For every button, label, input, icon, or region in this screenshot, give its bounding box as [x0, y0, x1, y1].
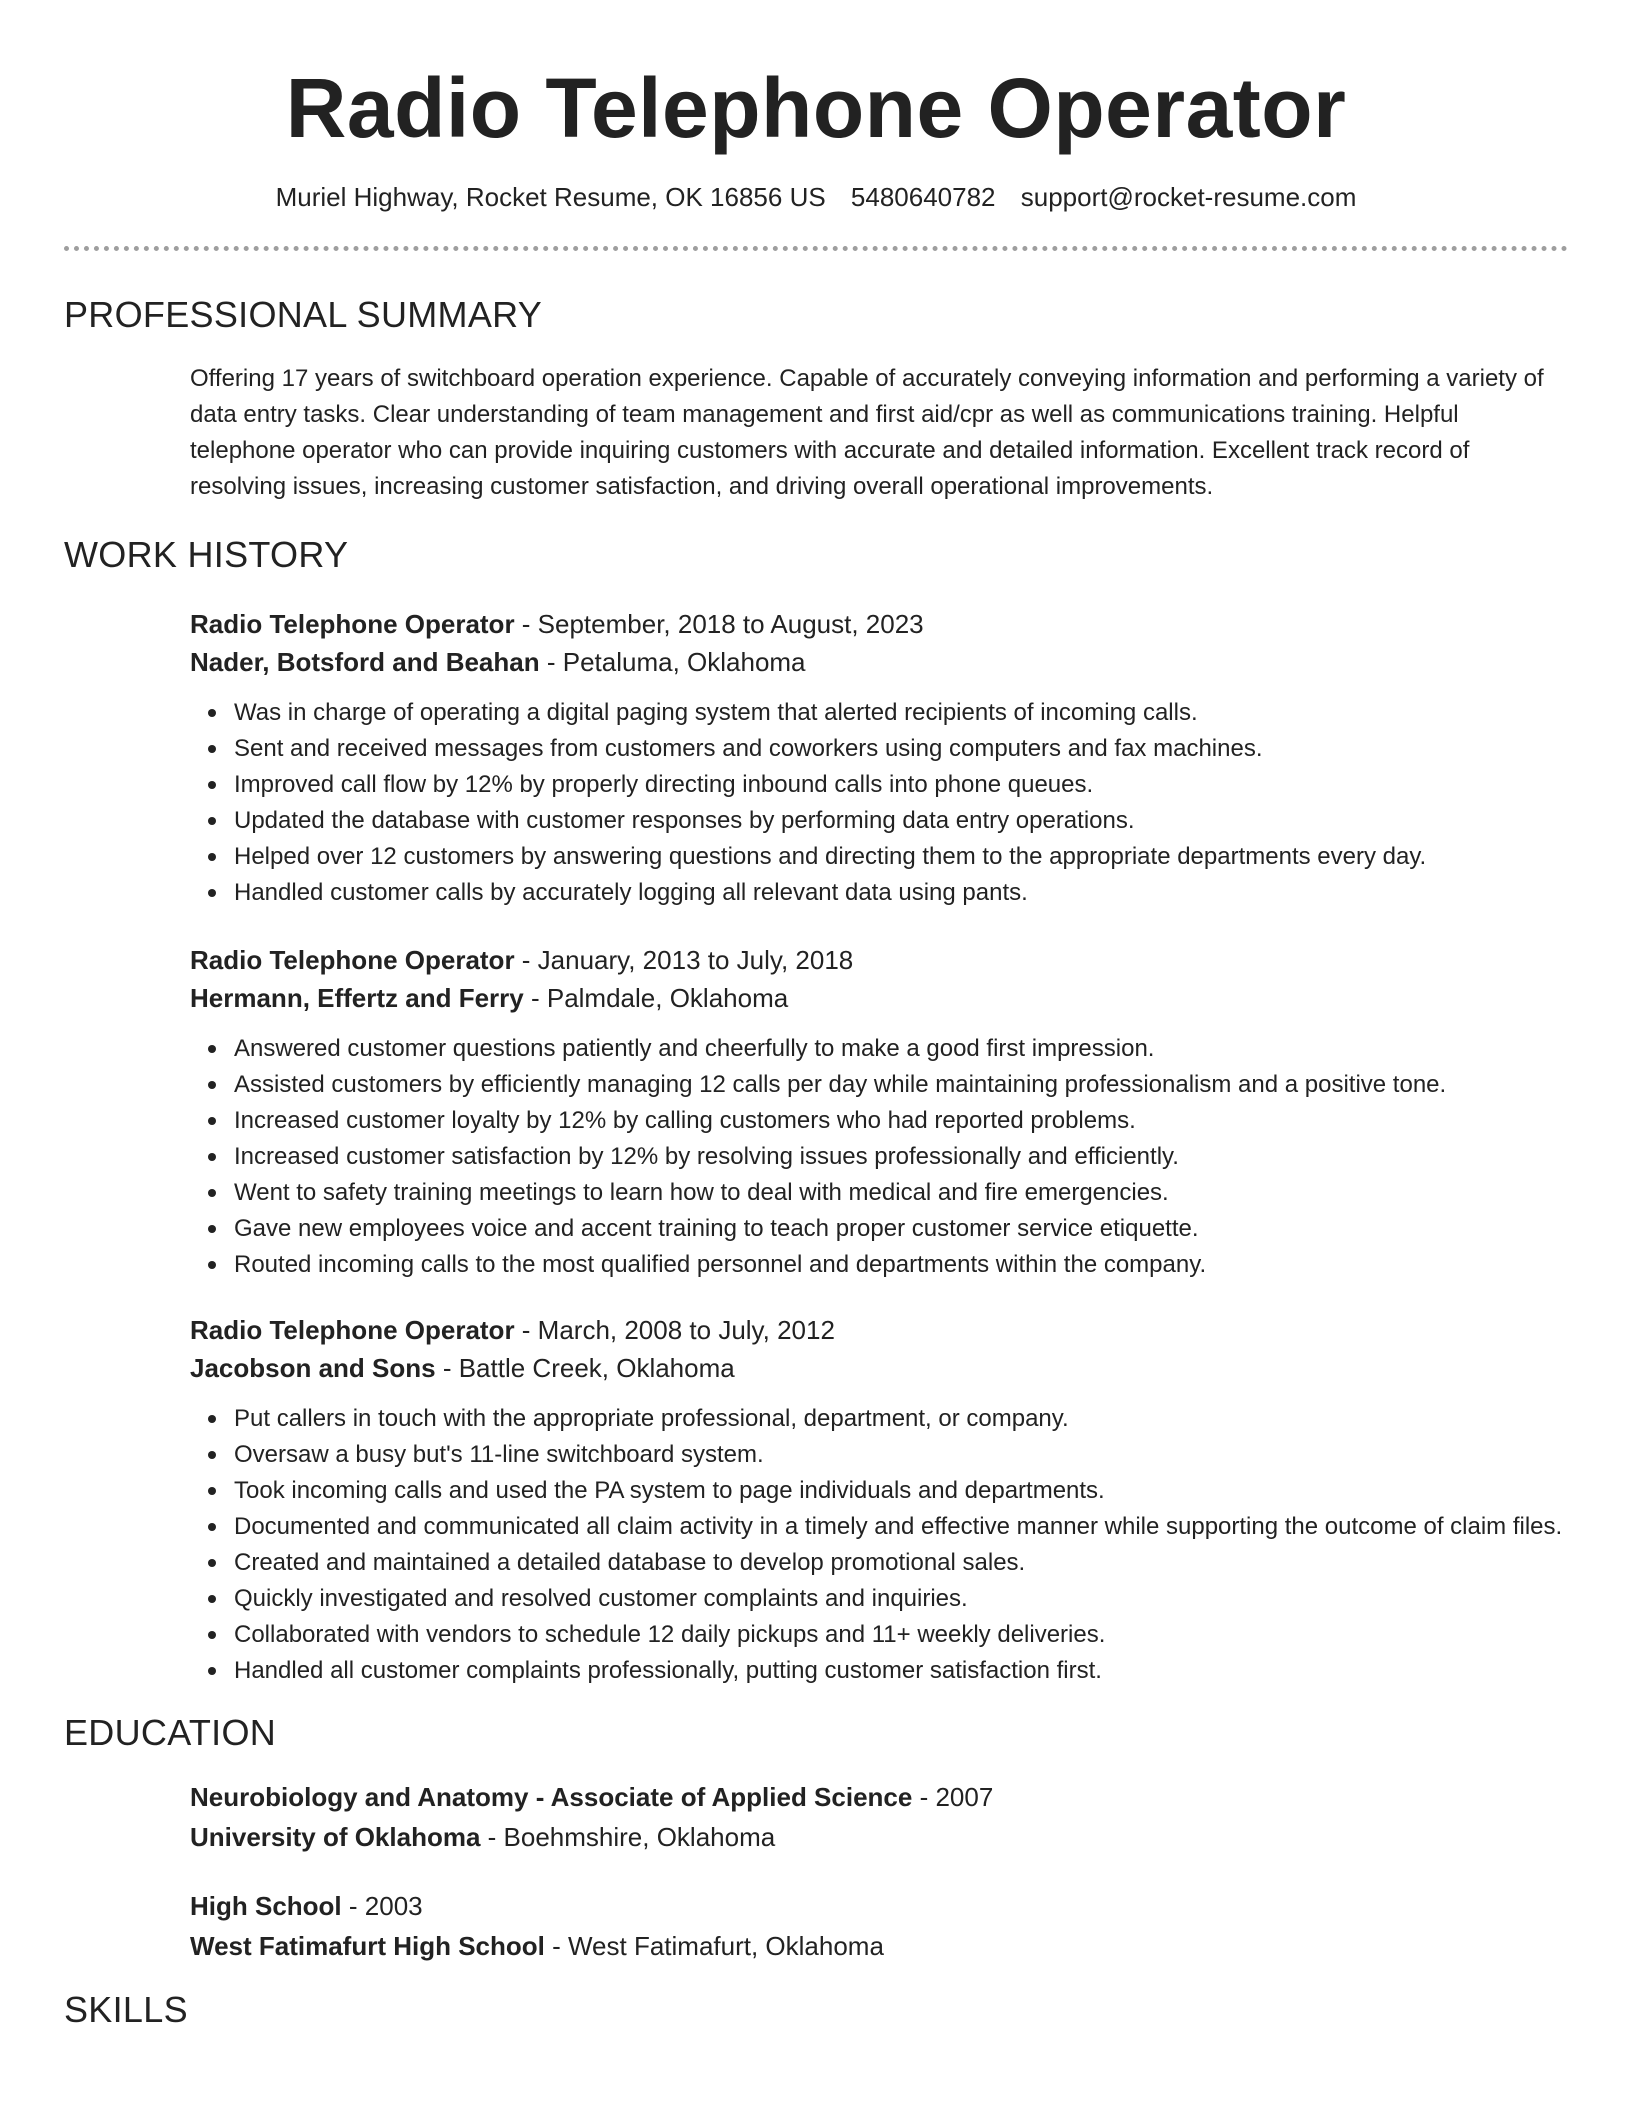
- education-school: West Fatimafurt High School: [190, 1931, 545, 1961]
- bullet-item: Improved call flow by 12% by properly directing inbound calls into phone queues.: [234, 767, 1568, 803]
- job-dates: - January, 2013 to July, 2018: [514, 945, 854, 975]
- bullet-item: Oversaw a busy but's 11-line switchboard system.: [234, 1437, 1568, 1473]
- job-entry: [190, 941, 1568, 1283]
- section-title-education: EDUCATION: [64, 1712, 277, 1753]
- bullet-item: Created and maintained a detailed database to develop promotional sales.: [234, 1545, 1568, 1581]
- bullet-item: Increased customer loyalty by 12% by calling customers who had reported problems.: [234, 1103, 1568, 1139]
- education-school-line: [190, 1926, 1568, 1966]
- bullet-item: Documented and communicated all claim activity in a timely and effective manner while supporting the outcome of claim files.: [234, 1509, 1568, 1545]
- education-degree: High School: [190, 1891, 342, 1921]
- job-company-line: [190, 979, 1568, 1017]
- header-divider: [64, 246, 1568, 251]
- job-company-line: [190, 643, 1568, 681]
- section-title-work-history: WORK HISTORY: [64, 534, 349, 575]
- bullet-item: Went to safety training meetings to learn how to deal with medical and fire emergencies.: [234, 1175, 1568, 1211]
- contact-line: [64, 180, 1568, 214]
- job-dates: - March, 2008 to July, 2012: [514, 1315, 835, 1345]
- bullet-item: Routed incoming calls to the most qualified personnel and departments within the company.: [234, 1247, 1568, 1283]
- education-year: - 2003: [341, 1891, 423, 1921]
- job-bullets: [190, 1031, 1568, 1283]
- bullet-item: Assisted customers by efficiently managing 12 calls per day while maintaining professionalism and a positive tone.: [234, 1067, 1568, 1103]
- education-location: - West Fatimafurt, Oklahoma: [544, 1931, 884, 1961]
- job-location: - Battle Creek, Oklahoma: [435, 1353, 735, 1383]
- summary-text: Offering 17 years of switchboard operation experience. Capable of accurately conveying information and performing a variety of data entry tasks. Clear understanding of team management and first aid/cpr as well as communications training. Helpful telephone operator who can provide inquiring customers with accurate and detailed information. Excellent track record of resolving issues, increasing customer satisfaction, and driving overall operational improvements.: [190, 365, 1544, 500]
- job-bullets: [190, 1401, 1568, 1689]
- education-degree-line: [190, 1886, 1568, 1926]
- contact-phone: 5480640782: [850, 182, 996, 212]
- job-role: Radio Telephone Operator: [190, 609, 515, 639]
- bullet-item: Increased customer satisfaction by 12% by resolving issues professionally and efficiently.: [234, 1139, 1568, 1175]
- bullet-item: Helped over 12 customers by answering questions and directing them to the appropriate departments every day.: [234, 839, 1568, 875]
- job-bullets: [190, 695, 1568, 911]
- section-title-skills: SKILLS: [64, 1989, 188, 2030]
- job-company: Jacobson and Sons: [190, 1353, 436, 1383]
- job-role-line: [190, 1311, 1568, 1349]
- resume-name: Radio Telephone Operator: [285, 61, 1347, 155]
- bullet-item: Answered customer questions patiently and cheerfully to make a good first impression.: [234, 1031, 1568, 1067]
- job-role: Radio Telephone Operator: [190, 1315, 515, 1345]
- education-degree: Neurobiology and Anatomy - Associate of Applied Science: [190, 1782, 913, 1812]
- bullet-item: Handled all customer complaints professionally, putting customer satisfaction first.: [234, 1653, 1568, 1689]
- bullet-item: Quickly investigated and resolved customer complaints and inquiries.: [234, 1581, 1568, 1617]
- education-entry: [190, 1777, 1568, 1857]
- education-degree-line: [190, 1777, 1568, 1817]
- job-dates: - September, 2018 to August, 2023: [514, 609, 924, 639]
- job-entry: [190, 605, 1568, 911]
- bullet-item: Sent and received messages from customers and coworkers using computers and fax machines.: [234, 731, 1568, 767]
- job-location: - Palmdale, Oklahoma: [523, 983, 789, 1013]
- bullet-item: Was in charge of operating a digital paging system that alerted recipients of incoming calls.: [234, 695, 1568, 731]
- education-year: - 2007: [912, 1782, 994, 1812]
- contact-address: Muriel Highway, Rocket Resume, OK 16856 US: [275, 182, 826, 212]
- job-role-line: [190, 941, 1568, 979]
- job-company: Nader, Botsford and Beahan: [190, 647, 540, 677]
- bullet-item: Updated the database with customer responses by performing data entry operations.: [234, 803, 1568, 839]
- education-entry: [190, 1886, 1568, 1966]
- bullet-item: Took incoming calls and used the PA system to page individuals and departments.: [234, 1473, 1568, 1509]
- bullet-item: Gave new employees voice and accent training to teach proper customer service etiquette.: [234, 1211, 1568, 1247]
- job-role: Radio Telephone Operator: [190, 945, 515, 975]
- job-company: Hermann, Effertz and Ferry: [190, 983, 524, 1013]
- contact-email: support@rocket-resume.com: [1020, 182, 1357, 212]
- education-school: University of Oklahoma: [190, 1822, 481, 1852]
- education-location: - Boehmshire, Oklahoma: [480, 1822, 776, 1852]
- bullet-item: Collaborated with vendors to schedule 12 daily pickups and 11+ weekly deliveries.: [234, 1617, 1568, 1653]
- education-school-line: [190, 1817, 1568, 1857]
- section-title-summary: PROFESSIONAL SUMMARY: [64, 294, 543, 335]
- job-location: - Petaluma, Oklahoma: [539, 647, 806, 677]
- job-entry: [190, 1311, 1568, 1689]
- bullet-item: Put callers in touch with the appropriate professional, department, or company.: [234, 1401, 1568, 1437]
- job-role-line: [190, 605, 1568, 643]
- job-company-line: [190, 1349, 1568, 1387]
- bullet-item: Handled customer calls by accurately logging all relevant data using pants.: [234, 875, 1568, 911]
